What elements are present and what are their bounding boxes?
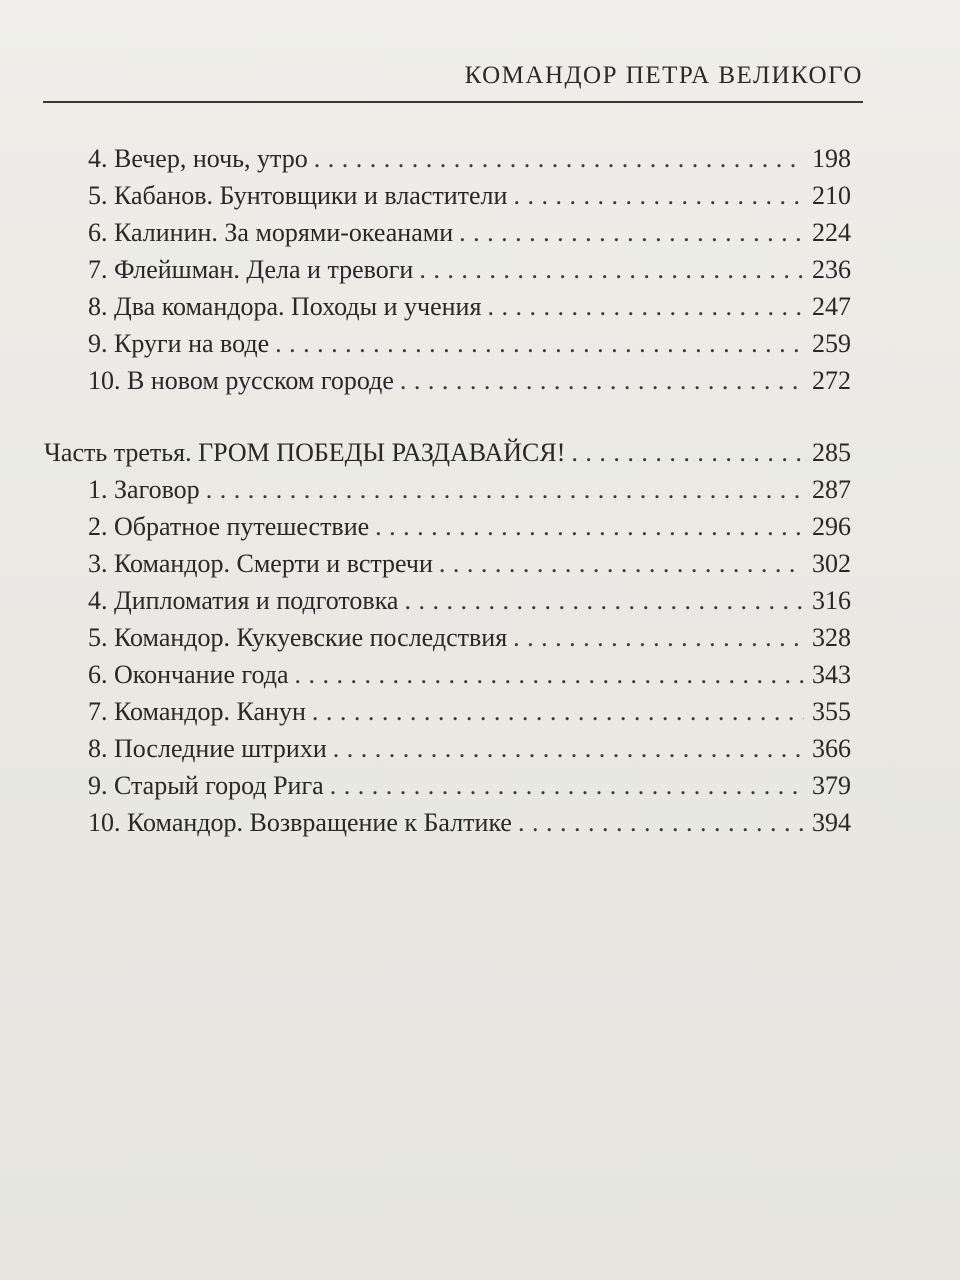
toc-entry [88,362,851,400]
toc-part-page: 285 [812,438,851,467]
dot-leader [206,471,804,509]
toc-entry-page: 259 [812,329,851,358]
toc-entry [88,619,851,657]
toc-entry-page: 236 [812,255,851,284]
toc-entry-page: 316 [812,586,851,615]
toc-entry-page: 328 [812,623,851,652]
toc-entry [88,767,851,805]
toc-entry [88,545,851,583]
toc-entry-title: 6. Калинин. За морями-океанами [88,218,454,247]
dot-leader [375,508,804,546]
toc-entry [88,214,851,252]
toc-entry [88,251,851,289]
toc-entry-title: 10. Командор. Возвращение к Балтике [88,808,512,837]
toc-entry-title: 8. Последние штрихи [88,734,327,763]
toc-entry-title: 4. Вечер, ночь, утро [88,144,308,173]
toc-entry-page: 355 [812,697,851,726]
toc-entry-title: 1. Заговор [88,475,200,504]
toc-entry-title: 2. Обратное путешествие [88,512,370,541]
toc-entry-title: 7. Флейшман. Дела и тревоги [88,255,414,284]
toc-entry-page: 296 [812,512,851,541]
dot-leader [330,767,804,805]
dot-leader [518,804,804,842]
toc-entry-title: 4. Дипломатия и подготовка [88,586,399,615]
dot-leader [295,656,804,694]
header-rule [43,101,863,103]
toc-entry-title: 3. Командор. Смерти и встречи [88,549,433,578]
toc-entry [88,508,851,546]
toc-entry-title: 5. Кабанов. Бунтовщики и властители [88,181,508,210]
dot-leader [439,545,804,583]
toc-entry-page: 343 [812,660,851,689]
toc-entry-title: 10. В новом русском городе [88,366,394,395]
toc-entry-page: 198 [812,144,851,173]
dot-leader [333,730,804,768]
dot-leader [400,362,804,400]
dot-leader [275,325,804,363]
dot-leader [459,214,804,252]
toc-part-entry [44,434,851,472]
toc-entry [88,582,851,620]
toc-entry-title: 9. Старый город Рига [88,771,324,800]
toc-entry-page: 379 [812,771,851,800]
dot-leader [419,251,804,289]
dot-leader [404,582,804,620]
toc-entry-title: 9. Круги на воде [88,329,270,358]
dot-leader [312,693,804,731]
toc-entry [88,656,851,694]
dot-leader [571,434,804,472]
dot-leader [314,140,804,178]
toc-entry-page: 272 [812,366,851,395]
toc-entry [88,693,851,731]
dot-leader [513,177,804,215]
toc-entry-page: 394 [812,808,851,837]
toc-entry-title: 8. Два командора. Походы и учения [88,292,482,321]
toc-entry-page: 287 [812,475,851,504]
dot-leader [487,288,804,326]
toc-entry-page: 224 [812,218,851,247]
toc-entry-title: 6. Окончание года [88,660,289,689]
toc-entry-page: 210 [812,181,851,210]
toc-entry-title: 7. Командор. Канун [88,697,306,726]
toc-entry [88,471,851,509]
toc-entry [88,288,851,326]
toc-entry [88,177,851,215]
toc-entry-title: 5. Командор. Кукуевские последствия [88,623,508,652]
toc-entry-page: 247 [812,292,851,321]
running-head: КОМАНДОР ПЕТРА ВЕЛИКОГО [464,62,863,89]
dot-leader [513,619,804,657]
toc-entry-page: 366 [812,734,851,763]
toc-entry-page: 302 [812,549,851,578]
toc-part-title: Часть третья. ГРОМ ПОБЕДЫ РАЗДАВАЙСЯ! [44,438,566,467]
toc-entry [88,325,851,363]
toc-entry [88,140,851,178]
toc-entry [88,730,851,768]
toc-entry [88,804,851,842]
